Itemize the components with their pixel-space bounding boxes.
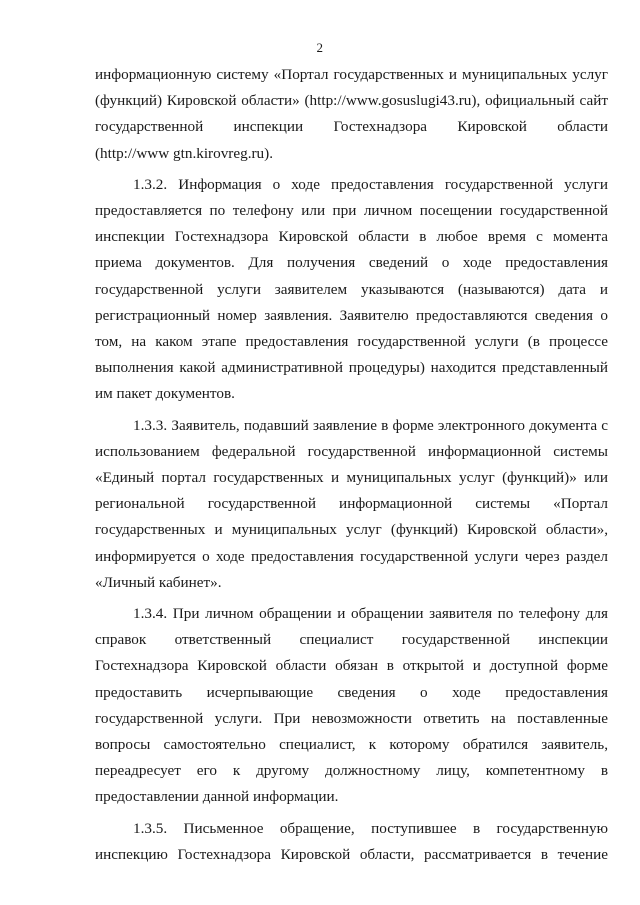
- text-line: Гостехнадзора Кировской области обязан в открытой и доступной форме: [95, 657, 608, 675]
- paragraph-1-3-3: [95, 413, 608, 596]
- text-line: инспекции Гостехнадзора Кировской области в любое время с момента: [95, 228, 608, 246]
- text-line: предоставляется по телефону или при личном посещении государственной: [95, 202, 608, 220]
- paragraph-1-3-5: [95, 816, 608, 868]
- document-body: [95, 62, 608, 873]
- text-line: переадресует его к другому должностному лицу, компетентному в: [95, 762, 608, 780]
- text-line: 1.3.4. При личном обращении и обращении заявителя по телефону для: [133, 605, 608, 623]
- text-line: приема документов. Для получения сведений о ходе предоставления: [95, 254, 608, 272]
- text-line: инспекцию Гостехнадзора Кировской области, рассматривается в течение: [95, 845, 608, 863]
- text-line: том, на каком этапе предоставления государственной услуги (в процессе: [95, 333, 608, 351]
- text-line: «Единый портал государственных и муниципальных услуг (функций)» или: [95, 469, 608, 487]
- text-line: 1.3.3. Заявитель, подавший заявление в форме электронного документа с: [133, 416, 608, 434]
- text-line: информируется о ходе предоставления государственной услуги через раздел: [95, 547, 608, 565]
- text-line: предоставлении данной информации.: [95, 788, 339, 806]
- text-line: им пакет документов.: [95, 385, 235, 403]
- paragraph-1-3-2: [95, 172, 608, 408]
- text-line: информационную систему «Портал государственных и муниципальных услуг: [95, 66, 608, 83]
- text-line: регистрационный номер заявления. Заявителю предоставляются сведения о: [95, 306, 608, 324]
- text-line: 1.3.5. Письменное обращение, поступившее в государственную: [133, 819, 608, 837]
- text-line: государственной инспекции Гостехнадзора Кировской области: [95, 118, 608, 136]
- text-line: выполнения какой административной процедуры) находится представленный: [95, 359, 608, 377]
- text-line: справок ответственный специалист государственной инспекции: [95, 631, 608, 649]
- text-line: государственной услуги заявителем указываются (называются) дата и: [95, 280, 608, 298]
- page-number: 2: [316, 40, 324, 55]
- text-line: «Личный кабинет».: [95, 573, 222, 591]
- text-line: вопросы самостоятельно специалист, к которому обратился заявитель,: [95, 736, 608, 754]
- text-line: государственных и муниципальных услуг (функций) Кировской области»,: [95, 521, 608, 539]
- text-line: (http://www gtn.kirovreg.ru).: [95, 144, 274, 162]
- text-line: государственной услуги. При невозможности ответить на поставленные: [95, 709, 608, 727]
- paragraph-1-3-4: [95, 601, 608, 811]
- paragraph-continuation: [95, 62, 608, 167]
- text-line: региональной государственной информационной системы «Портал: [95, 495, 608, 513]
- text-line: 1.3.2. Информация о ходе предоставления государственной услуги: [133, 175, 608, 193]
- text-line: предоставить исчерпывающие сведения о ходе предоставления: [95, 683, 608, 701]
- text-line: использованием федеральной государственной информационной системы: [95, 442, 608, 460]
- text-line: (функций) Кировской области» (http://www.gosuslugi43.ru), официальный сайт: [95, 92, 608, 110]
